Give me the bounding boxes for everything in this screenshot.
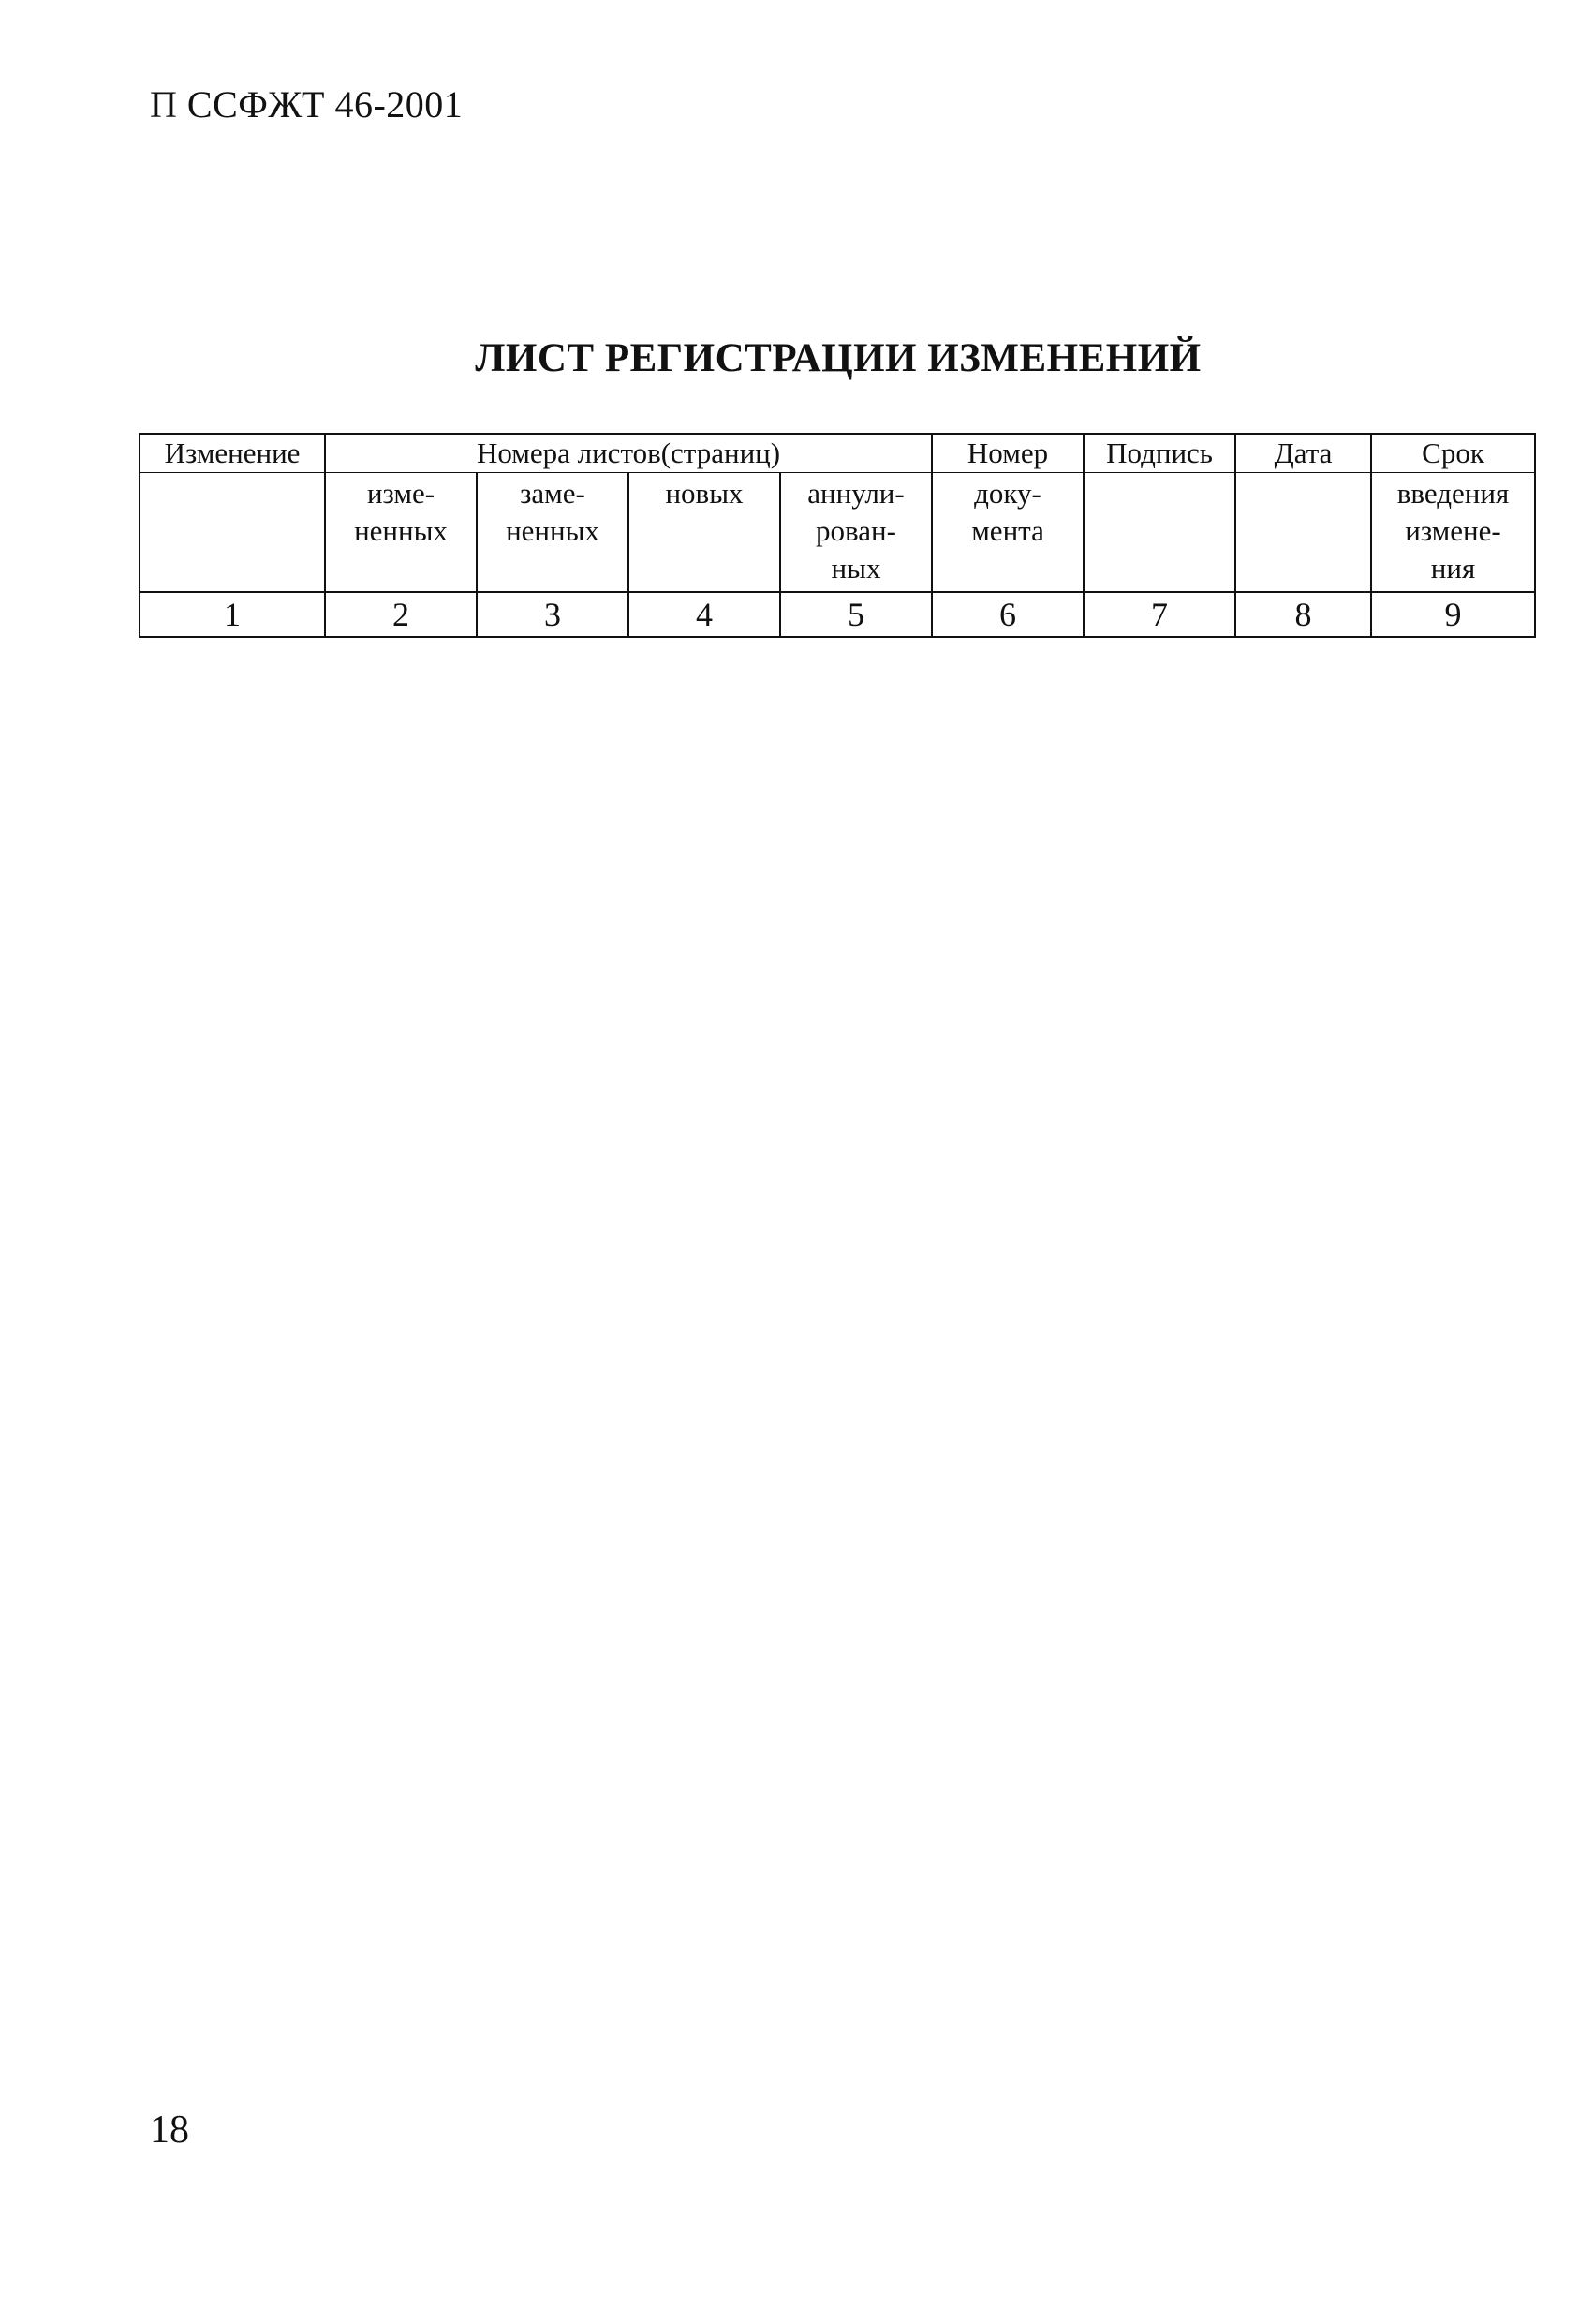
subheader-annulled: аннули- рован- ных	[780, 473, 932, 593]
column-number: 5	[780, 592, 932, 637]
header-term: Срок	[1371, 434, 1535, 473]
header-number: Номер	[932, 434, 1084, 473]
page-number: 18	[150, 2109, 189, 2152]
header-date: Дата	[1235, 434, 1371, 473]
column-number: 6	[932, 592, 1084, 637]
column-number: 9	[1371, 592, 1535, 637]
document-code: П ССФЖТ 46-2001	[150, 83, 464, 126]
change-registration-table	[139, 433, 1536, 638]
column-number-row	[140, 592, 1535, 637]
table-header-row	[140, 434, 1535, 473]
header-sheet-numbers: Номера листов(страниц)	[325, 434, 932, 473]
subheader-introduction: введения измене- ния	[1371, 473, 1535, 593]
subheader-date-empty	[1235, 473, 1371, 593]
column-number: 3	[477, 592, 628, 637]
sheet-title: ЛИСТ РЕГИСТРАЦИИ ИЗМЕНЕНИЙ	[475, 336, 1202, 380]
column-number: 1	[140, 592, 325, 637]
column-number: 4	[628, 592, 780, 637]
subheader-signature-empty	[1084, 473, 1235, 593]
subheader-replaced: заме- ненных	[477, 473, 628, 593]
header-signature: Подпись	[1084, 434, 1235, 473]
subheader-change-empty	[140, 473, 325, 593]
subheader-changed: изме- ненных	[325, 473, 477, 593]
subheader-new: новых	[628, 473, 780, 593]
column-number: 8	[1235, 592, 1371, 637]
column-number: 7	[1084, 592, 1235, 637]
column-number: 2	[325, 592, 477, 637]
header-change: Изменение	[140, 434, 325, 473]
table-subheader-row	[140, 473, 1535, 593]
subheader-document: доку- мента	[932, 473, 1084, 593]
